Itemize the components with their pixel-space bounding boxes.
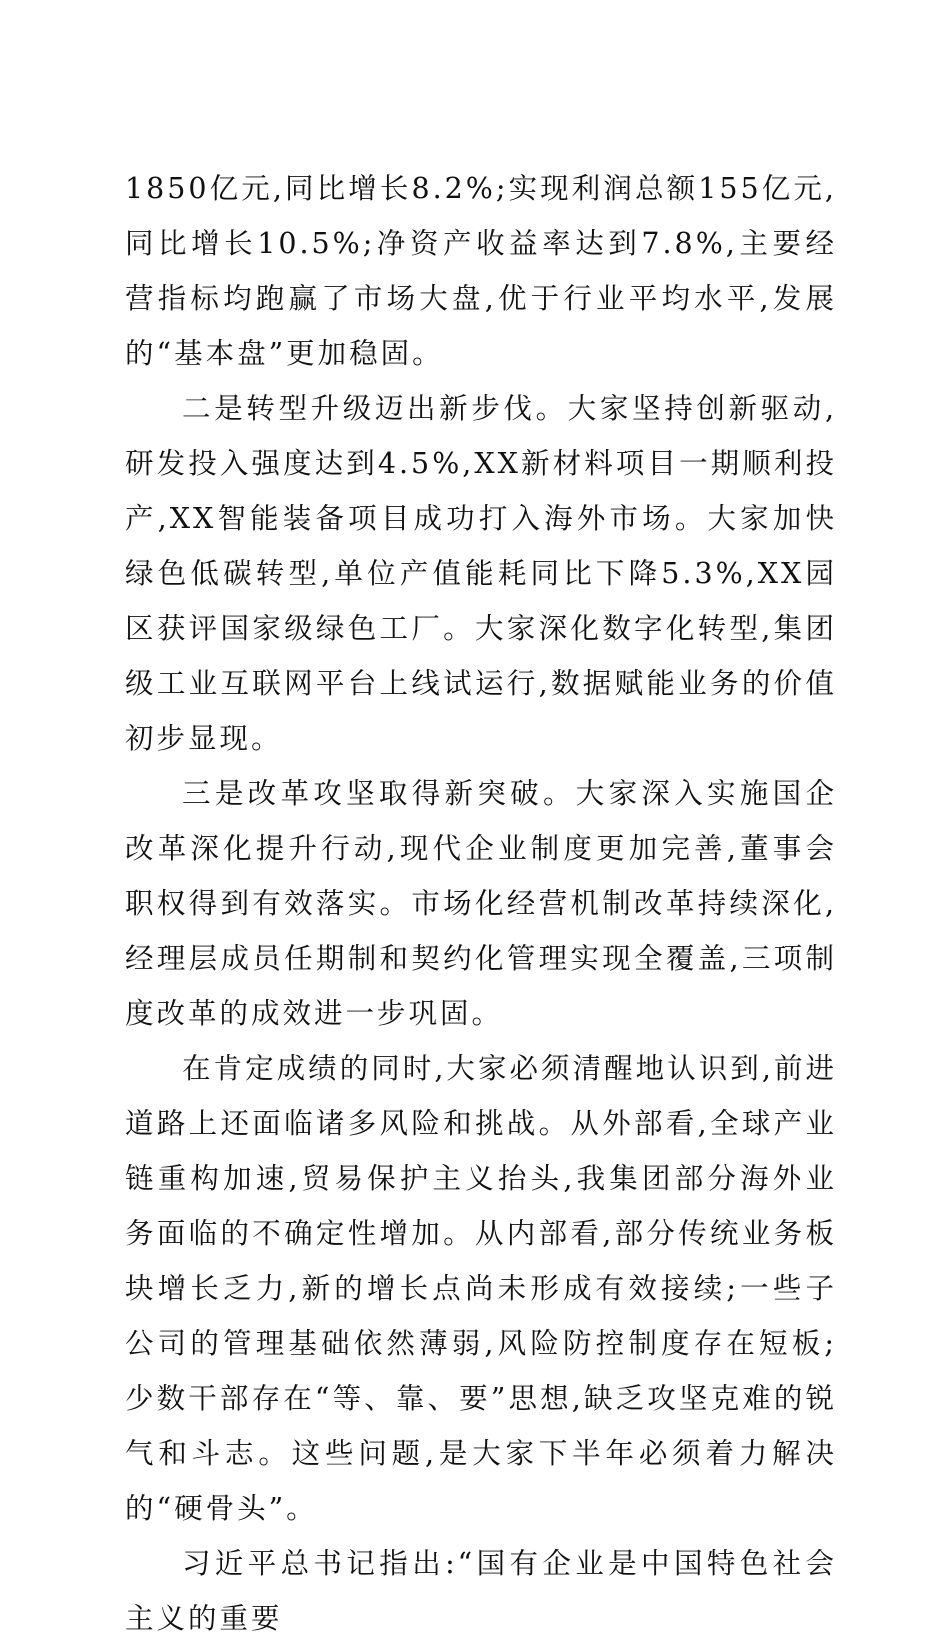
paragraph-reform: 三是改革攻坚取得新突破。大家深入实施国企改革深化提升行动,现代企业制度更加完善,董事会职权得到有效落实。市场化经营机制改革持续深化,经理层成员任期制和契约化管理实现全覆盖,三项制度改革的成效进一步巩固。 <box>125 777 837 1030</box>
paragraph-quote: 习近平总书记指出:“国有企业是中国特色社会主义的重要 <box>125 1547 837 1635</box>
paragraph-risks: 在肯定成绩的同时,大家必须清醒地认识到,前进道路上还面临诸多风险和挑战。从外部看,全球产业链重构加速,贸易保护主义抬头,我集团部分海外业务面临的不确定性增加。从内部看,部分传统业务板块增长乏力,新的增长点尚未形成有效接续;一些子公司的管理基础依然薄弱,风险防控制度存在短板;少数干部存在“等、靠、要”思想,缺乏攻坚克难的锐气和斗志。这些问题,是大家下半年必须着力解决的“硬骨头”。 <box>125 1052 837 1525</box>
paragraph-transformation: 二是转型升级迈出新步伐。大家坚持创新驱动,研发投入强度达到4.5%,XX新材料项目一期顺利投产,XX智能装备项目成功打入海外市场。大家加快绿色低碳转型,单位产值能耗同比下降5.3%,XX园区获评国家级绿色工厂。大家深化数字化转型,集团级工业互联网平台上线试运行,数据赋能业务的价值初步显现。 <box>125 392 837 755</box>
body-text <box>125 161 837 1646</box>
paragraph-continued: 1850亿元,同比增长8.2%;实现利润总额155亿元,同比增长10.5%;净资产收益率达到7.8%,主要经营指标均跑赢了市场大盘,优于行业平均水平,发展的“基本盘”更加稳固。 <box>125 172 837 370</box>
